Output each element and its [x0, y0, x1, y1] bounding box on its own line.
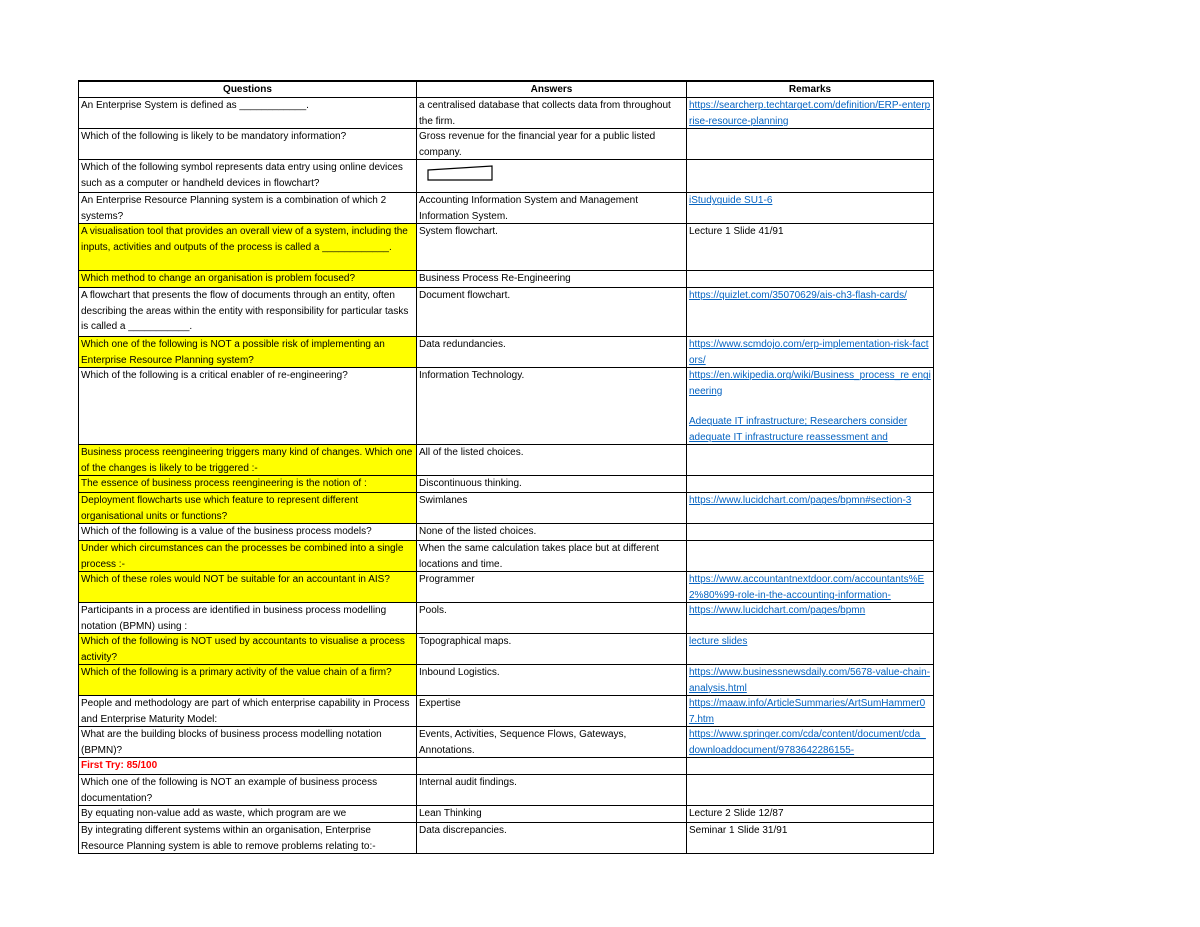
table-row — [79, 524, 934, 541]
table-row — [79, 727, 934, 758]
remark-link[interactable]: https://www.lucidchart.com/pages/bpmn — [689, 605, 866, 617]
table-row — [79, 476, 934, 493]
remark-cell — [687, 572, 934, 603]
remark-cell — [687, 775, 934, 806]
table-row — [79, 224, 934, 271]
table-row — [79, 271, 934, 288]
question-cell — [79, 806, 417, 823]
question-text: By integrating different systems within an organisation, Enterprise Resource Planning system is able to remove problems relating to:- — [81, 825, 376, 852]
question-cell — [79, 634, 417, 665]
answer-cell — [417, 271, 687, 288]
answer-cell — [417, 476, 687, 493]
question-text: People and methodology are part of which enterprise capability in Process and Enterprise Maturity Model: — [81, 698, 410, 725]
answer-text: Document flowchart. — [419, 290, 511, 302]
question-cell — [79, 572, 417, 603]
question-text: Under which circumstances can the processes be combined into a single process :- — [81, 543, 404, 570]
remark-cell — [687, 129, 934, 160]
answer-cell — [417, 665, 687, 696]
answer-text: Programmer — [419, 574, 475, 586]
answer-text: Data redundancies. — [419, 339, 506, 351]
question-text: An Enterprise System is defined as ____________. — [81, 100, 309, 112]
question-text: Which one of the following is NOT a possible risk of implementing an Enterprise Resource Planning system? — [81, 339, 385, 366]
remark-cell — [687, 524, 934, 541]
question-cell — [79, 129, 417, 160]
remark-cell — [687, 476, 934, 493]
answer-text: Expertise — [419, 698, 461, 710]
question-text: By equating non-value add as waste, which program are we — [81, 808, 347, 820]
remark-link-extra[interactable]: Adequate IT infrastructure; Researchers consider adequate IT infrastructure reassessment and — [689, 416, 908, 443]
answer-cell — [417, 129, 687, 160]
answer-text: Lean Thinking — [419, 808, 482, 820]
answer-text: Accounting Information System and Management Information System. — [419, 195, 639, 222]
question-cell — [79, 823, 417, 854]
remark-cell — [687, 493, 934, 524]
question-cell — [79, 160, 417, 193]
question-text: Participants in a process are identified in business process modelling notation (BPMN) using : — [81, 605, 387, 632]
question-cell — [79, 758, 417, 775]
qa-spreadsheet — [78, 80, 934, 854]
answer-cell — [417, 445, 687, 476]
question-text: What are the building blocks of business process modelling notation (BPMN)? — [81, 729, 382, 756]
remark-text: Lecture 1 Slide 41/91 — [689, 226, 784, 238]
answer-text: Topographical maps. — [419, 636, 512, 648]
answer-cell — [417, 634, 687, 665]
answer-cell — [417, 493, 687, 524]
header-questions: Questions — [79, 81, 417, 98]
question-cell — [79, 271, 417, 288]
question-text: Which of the following symbol represents data entry using online devices such as a computer or handheld devices in flowchart? — [81, 162, 403, 189]
answer-text: Business Process Re-Engineering — [419, 273, 571, 285]
table-row — [79, 758, 934, 775]
answer-cell — [417, 224, 687, 271]
question-cell — [79, 493, 417, 524]
question-text: Which method to change an organisation is problem focused? — [81, 273, 356, 285]
remark-text: Seminar 1 Slide 31/91 — [689, 825, 788, 837]
remark-cell — [687, 665, 934, 696]
answer-text: Inbound Logistics. — [419, 667, 500, 679]
remark-link[interactable]: https://en.wikipedia.org/wiki/Business_process_re engineering — [689, 370, 931, 397]
remark-link[interactable]: iStudyguide SU1-6 — [689, 195, 773, 207]
table-row — [79, 696, 934, 727]
remark-link[interactable]: https://www.scmdojo.com/erp-implementation-risk-factors/ — [689, 339, 929, 366]
header-remarks: Remarks — [687, 81, 934, 98]
question-cell — [79, 476, 417, 493]
table-row — [79, 337, 934, 368]
question-text: A flowchart that presents the flow of documents through an entity, often describing the areas within the entity with responsibility for particular tasks is called a ___________. — [81, 290, 409, 333]
answer-cell — [417, 758, 687, 775]
question-cell — [79, 224, 417, 271]
answer-cell — [417, 193, 687, 224]
remark-cell — [687, 603, 934, 634]
question-text: Which one of the following is NOT an example of business process documentation? — [81, 777, 378, 804]
question-cell — [79, 524, 417, 541]
table-row — [79, 98, 934, 129]
remark-link[interactable]: https://quizlet.com/35070629/ais-ch3-flash-cards/ — [689, 290, 907, 302]
table-row — [79, 160, 934, 193]
remark-cell — [687, 727, 934, 758]
question-cell — [79, 368, 417, 445]
table-row — [79, 665, 934, 696]
remark-cell — [687, 823, 934, 854]
header-answers: Answers — [417, 81, 687, 98]
question-text: Deployment flowcharts use which feature to represent different organisational units or functions? — [81, 495, 359, 522]
question-cell — [79, 696, 417, 727]
answer-text: System flowchart. — [419, 226, 498, 238]
answer-cell — [417, 524, 687, 541]
table-row — [79, 493, 934, 524]
question-cell — [79, 727, 417, 758]
remark-cell — [687, 368, 934, 445]
answer-cell — [417, 806, 687, 823]
answer-text: Internal audit findings. — [419, 777, 517, 789]
answer-cell — [417, 368, 687, 445]
remark-cell — [687, 271, 934, 288]
question-cell — [79, 775, 417, 806]
remark-cell — [687, 98, 934, 129]
answer-text: Events, Activities, Sequence Flows, Gateways, Annotations. — [419, 729, 627, 756]
question-cell — [79, 337, 417, 368]
remark-link[interactable]: https://maaw.info/ArticleSummaries/ArtSumHammer07.htm — [689, 698, 926, 725]
table-row — [79, 823, 934, 854]
answer-text: Swimlanes — [419, 495, 468, 507]
answer-cell — [417, 160, 687, 193]
table-row — [79, 603, 934, 634]
question-text: Which of the following is a critical enabler of re-engineering? — [81, 370, 348, 382]
question-text: Which of the following is likely to be mandatory information? — [81, 131, 347, 143]
question-text: An Enterprise Resource Planning system is a combination of which 2 systems? — [81, 195, 387, 222]
answer-cell — [417, 603, 687, 634]
table-row — [79, 193, 934, 224]
table-row — [79, 129, 934, 160]
remark-cell — [687, 541, 934, 572]
remark-cell — [687, 696, 934, 727]
remark-cell — [687, 160, 934, 193]
answer-text: All of the listed choices. — [419, 447, 524, 459]
answer-cell — [417, 288, 687, 337]
remark-cell — [687, 445, 934, 476]
remark-link[interactable]: https://www.accountantnextdoor.com/accountants%E2%80%99-role-in-the-accounting-information- — [689, 574, 925, 601]
table-row — [79, 572, 934, 603]
answer-text: When the same calculation takes place but at different locations and time. — [419, 543, 659, 570]
question-text: Business process reengineering triggers many kind of changes. Which one of the changes is likely to be triggered :- — [81, 447, 413, 474]
question-cell — [79, 541, 417, 572]
remark-cell — [687, 224, 934, 271]
question-text: Which of the following is NOT used by accountants to visualise a process activity? — [81, 636, 405, 663]
answer-text: Information Technology. — [419, 370, 525, 382]
remark-cell — [687, 288, 934, 337]
answer-cell — [417, 98, 687, 129]
table-row — [79, 368, 934, 445]
remark-link[interactable]: lecture slides — [689, 636, 748, 648]
answer-cell — [417, 696, 687, 727]
question-cell — [79, 665, 417, 696]
header-row — [79, 81, 934, 98]
answer-cell — [417, 572, 687, 603]
question-text: Which of the following is a primary activity of the value chain of a firm? — [81, 667, 392, 679]
answer-cell — [417, 823, 687, 854]
remark-cell — [687, 337, 934, 368]
remark-cell — [687, 634, 934, 665]
remark-link[interactable]: https://www.lucidchart.com/pages/bpmn#section-3 — [689, 495, 912, 507]
remark-cell — [687, 193, 934, 224]
question-cell — [79, 193, 417, 224]
table-row — [79, 541, 934, 572]
question-cell — [79, 98, 417, 129]
table-row — [79, 775, 934, 806]
table-row — [79, 445, 934, 476]
answer-text: Gross revenue for the financial year for a public listed company. — [419, 131, 656, 158]
question-text: A visualisation tool that provides an overall view of a system, including the inputs, activities and outputs of the process is called a ____________. — [81, 226, 408, 253]
answer-cell — [417, 775, 687, 806]
answer-text: Discontinuous thinking. — [419, 478, 522, 490]
remark-text: Lecture 2 Slide 12/87 — [689, 808, 784, 820]
remark-cell — [687, 806, 934, 823]
answer-cell — [417, 727, 687, 758]
question-cell — [79, 603, 417, 634]
question-text: Which of these roles would NOT be suitable for an accountant in AIS? — [81, 574, 390, 586]
answer-text: None of the listed choices. — [419, 526, 537, 538]
answer-text: Pools. — [419, 605, 447, 617]
table-row — [79, 288, 934, 337]
remark-link[interactable]: https://www.springer.com/cda/content/document/cda_downloaddocument/9783642286155- — [689, 729, 926, 756]
question-text: Which of the following is a value of the business process models? — [81, 526, 372, 538]
manual-input-symbol-icon — [427, 165, 493, 181]
answer-text: a centralised database that collects data from throughout the firm. — [419, 100, 671, 127]
question-cell — [79, 288, 417, 337]
answer-text: Data discrepancies. — [419, 825, 507, 837]
question-cell — [79, 445, 417, 476]
remark-link[interactable]: https://searcherp.techtarget.com/definition/ERP-enterprise-resource-planning — [689, 100, 931, 127]
score-text: First Try: 85/100 — [81, 760, 158, 772]
question-text: The essence of business process reengineering is the notion of : — [81, 478, 367, 490]
answer-cell — [417, 337, 687, 368]
table-row — [79, 806, 934, 823]
remark-cell — [687, 758, 934, 775]
table-row — [79, 634, 934, 665]
answer-cell — [417, 541, 687, 572]
remark-link[interactable]: https://www.businessnewsdaily.com/5678-value-chain-analysis.html — [689, 667, 931, 694]
